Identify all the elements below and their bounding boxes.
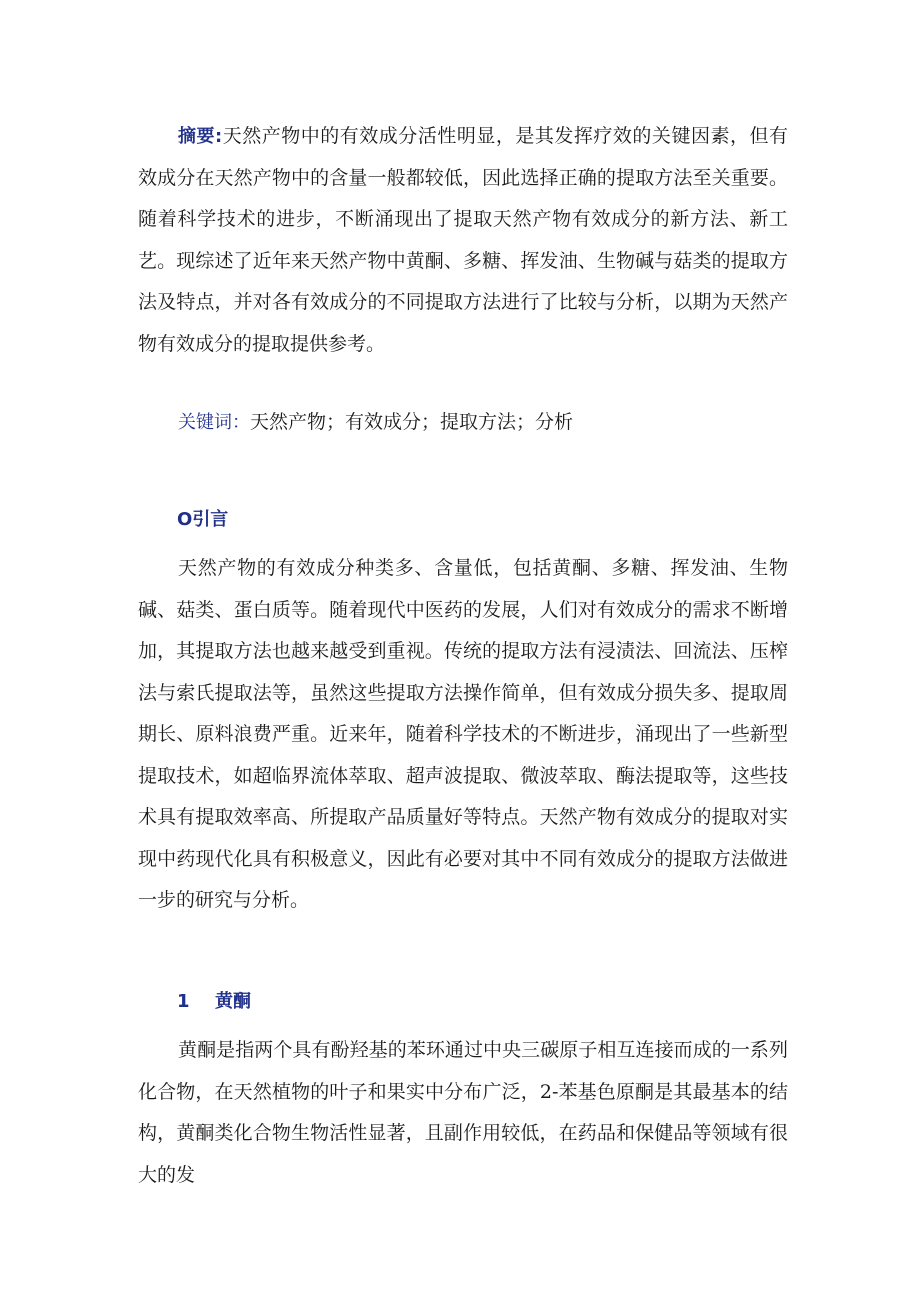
keywords-text: 天然产物；有效成分；提取方法；分析: [250, 411, 574, 433]
section-heading-introduction: [177, 505, 228, 535]
abstract-paragraph: [138, 116, 788, 365]
keywords-paragraph: [138, 402, 788, 444]
abstract-label: 摘要:: [178, 126, 223, 147]
section-number: 1: [177, 991, 190, 1012]
introduction-paragraph: 天然产物的有效成分种类多、含量低，包括黄酮、多糖、挥发油、生物碱、菇类、蛋白质等。随着现代中医药的发展，人们对有效成分的需求不断增加，其提取方法也越来越受到重视。传统的提取方法有浸渍法、回流法、压榨法与索氏提取法等，虽然这些提取方法操作简单，但有效成分损失多、提取周期长、原料浪费严重。近来年，随着科学技术的不断进步，涌现出了一些新型提取技术，如超临界流体萃取、超声波提取、微波萃取、酶法提取等，这些技术具有提取效率高、所提取产品质量好等特点。天然产物有效成分的提取对实现中药现代化具有积极意义，因此有必要对其中不同有效成分的提取方法做进一步的研究与分析。: [138, 557, 788, 911]
abstract-text: 天然产物中的有效成分活性明显，是其发挥疗效的关键因素，但有效成分在天然产物中的含量一般都较低，因此选择正确的提取方法至关重要。随着科学技术的进步，不断涌现出了提取天然产物有效成分的新方法、新工艺。现综述了近年来天然产物中黄酮、多糖、挥发油、生物碱与菇类的提取方法及特点，并对各有效成分的不同提取方法进行了比较与分析，以期为天然产物有效成分的提取提供参考。: [138, 125, 788, 355]
section-title: 黄酮: [215, 991, 251, 1012]
section-number: O: [177, 509, 193, 530]
section-heading-flavonoids: [177, 987, 251, 1017]
keywords-label: 关键词：: [178, 412, 250, 433]
section-title: 引言: [192, 509, 229, 530]
flavonoids-paragraph: 黄酮是指两个具有酚羟基的苯环通过中央三碳原子相互连接而成的一系列化合物，在天然植物的叶子和果实中分布广泛，2-苯基色原酮是其最基本的结构，黄酮类化合物生物活性显著，且副作用较低，在药品和保健品等领域有很大的发: [138, 1039, 788, 1186]
